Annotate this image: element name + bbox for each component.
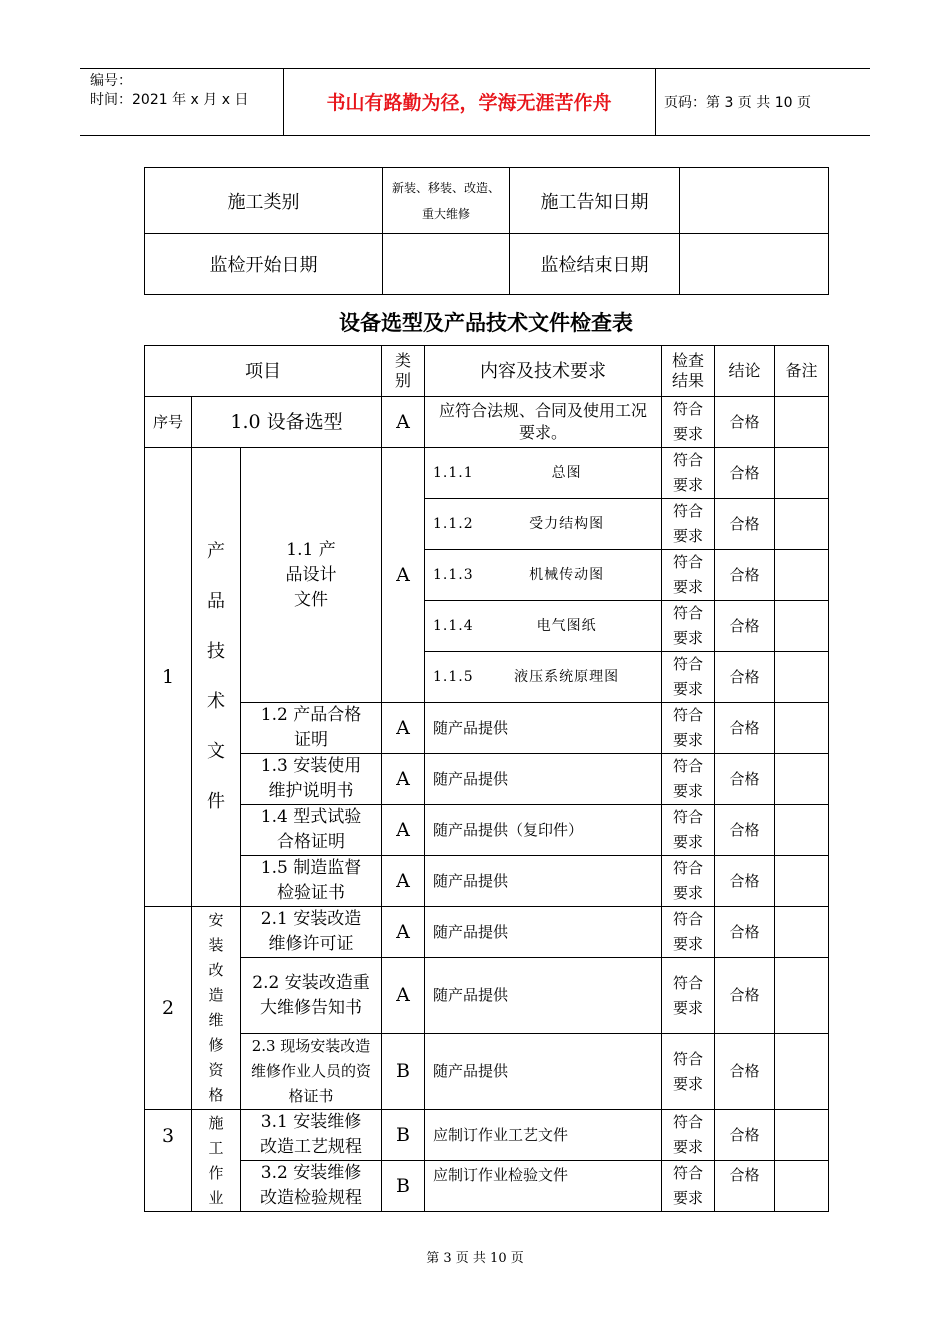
notice-date-value[interactable] — [680, 168, 829, 234]
category-cell: A — [382, 754, 425, 805]
item-cell: 2.3 现场安装改造维修作业人员的资格证书 — [241, 1034, 382, 1110]
table-row — [145, 856, 829, 907]
table-row — [145, 754, 829, 805]
seq-label: 序号 — [145, 397, 192, 448]
result-cell: 符合要求 — [662, 1110, 715, 1161]
remarks-cell[interactable] — [775, 1110, 829, 1161]
sub-item-cell — [425, 448, 662, 499]
page-footer: 第 3 页 共 10 页 — [426, 1251, 524, 1266]
conclusion-cell: 合格 — [715, 958, 775, 1034]
result-cell: 符合要求 — [662, 754, 715, 805]
group-name: 施工作业 — [192, 1110, 241, 1212]
item-cell: 3.1 安装维修改造工艺规程 — [241, 1110, 382, 1161]
sub-item-code: 1.1.3 — [433, 566, 474, 583]
sub-item-code: 1.1.1 — [433, 464, 474, 481]
remarks-cell[interactable] — [775, 805, 829, 856]
construction-info-table — [144, 167, 829, 295]
inspection-table — [144, 345, 829, 1212]
content-cell: 随产品提供 — [425, 856, 662, 907]
result-cell: 符合要求 — [662, 958, 715, 1034]
conclusion-cell: 合格 — [715, 907, 775, 958]
conclusion-cell: 合格 — [715, 1161, 775, 1212]
conclusion-cell: 合格 — [715, 1034, 775, 1110]
item-cell: 1.1 产品设计文件 — [241, 448, 382, 703]
table-row — [145, 907, 829, 958]
remarks-cell[interactable] — [775, 448, 829, 499]
result-cell: 符合要求 — [662, 601, 715, 652]
remarks-cell[interactable] — [775, 856, 829, 907]
item-cell: 3.2 安装维修改造检验规程 — [241, 1161, 382, 1212]
sub-item-name: 液压系统原理图 — [514, 668, 620, 685]
category-cell: A — [382, 448, 425, 703]
category-cell: A — [382, 958, 425, 1034]
document-title: 设备选型及产品技术文件检查表 — [339, 311, 633, 335]
result-cell: 符合要求 — [662, 907, 715, 958]
col-header-content: 内容及技术要求 — [425, 346, 662, 397]
col-header-remarks: 备注 — [775, 346, 829, 397]
group-seq: 3 — [145, 1110, 192, 1212]
category-cell: A — [382, 805, 425, 856]
content-cell: 随产品提供 — [425, 958, 662, 1034]
col-header-item: 项目 — [145, 346, 382, 397]
col-header-category: 类别 — [382, 346, 425, 397]
remarks-cell[interactable] — [775, 907, 829, 958]
result-cell: 符合要求 — [662, 448, 715, 499]
conclusion-cell: 合格 — [715, 805, 775, 856]
remarks-cell[interactable] — [775, 703, 829, 754]
header-date-label: 时间：2021 年 x 月 x 日 — [90, 92, 249, 108]
result-cell: 符合要求 — [662, 550, 715, 601]
category-cell: B — [382, 1161, 425, 1212]
content-cell: 应制订作业检验文件 — [425, 1161, 662, 1212]
result-cell: 符合要求 — [662, 805, 715, 856]
category-cell: B — [382, 1110, 425, 1161]
result-cell: 符合要求 — [662, 856, 715, 907]
table-row — [145, 1161, 829, 1212]
conclusion-cell: 合格 — [715, 499, 775, 550]
group-seq: 2 — [145, 907, 192, 1110]
content-cell: 随产品提供 — [425, 754, 662, 805]
sub-item-cell — [425, 652, 662, 703]
result-cell: 符合要求 — [662, 652, 715, 703]
table-row — [145, 805, 829, 856]
col-header-check-result: 检查结果 — [662, 346, 715, 397]
col-header-conclusion: 结论 — [715, 346, 775, 397]
remarks-cell[interactable] — [775, 499, 829, 550]
header-number-label: 编号： — [90, 73, 132, 89]
table-row — [145, 958, 829, 1034]
content-cell: 随产品提供（复印件） — [425, 805, 662, 856]
end-date-value[interactable] — [680, 234, 829, 295]
remarks-cell[interactable] — [775, 601, 829, 652]
result-cell: 符合要求 — [662, 397, 715, 448]
conclusion-cell: 合格 — [715, 652, 775, 703]
item-cell: 1.4 型式试验合格证明 — [241, 805, 382, 856]
content-cell: 应符合法规、合同及使用工况要求。 — [425, 397, 662, 448]
item-cell: 1.3 安装使用维护说明书 — [241, 754, 382, 805]
category-cell: A — [382, 907, 425, 958]
group-name: 安装改造维修资格 — [192, 907, 241, 1110]
header-divider — [655, 68, 656, 135]
item-cell: 1.2 产品合格证明 — [241, 703, 382, 754]
remarks-cell[interactable] — [775, 550, 829, 601]
remarks-cell[interactable] — [775, 1161, 829, 1212]
table-row — [145, 397, 829, 448]
conclusion-cell: 合格 — [715, 1110, 775, 1161]
remarks-cell[interactable] — [775, 652, 829, 703]
header-page-indicator: 页码：第 3 页 共 10 页 — [664, 95, 811, 111]
remarks-cell[interactable] — [775, 1034, 829, 1110]
notice-date-label: 施工告知日期 — [510, 168, 680, 234]
header-bottom-rule — [80, 135, 870, 136]
category-cell: A — [382, 703, 425, 754]
item-cell: 1.0 设备选型 — [192, 397, 382, 448]
group-name: 产品技术文件 — [192, 448, 241, 907]
result-cell: 符合要求 — [662, 1161, 715, 1212]
table-row — [145, 1110, 829, 1161]
content-cell: 应制订作业工艺文件 — [425, 1110, 662, 1161]
header-motto: 书山有路勤为径，学海无涯苦作舟 — [326, 92, 612, 114]
conclusion-cell: 合格 — [715, 703, 775, 754]
construction-type-value: 新装、移装、改造、重大维修 — [383, 168, 510, 234]
content-cell: 随产品提供 — [425, 907, 662, 958]
construction-type-label: 施工类别 — [145, 168, 383, 234]
conclusion-cell: 合格 — [715, 856, 775, 907]
content-cell: 随产品提供 — [425, 1034, 662, 1110]
table-row — [145, 703, 829, 754]
category-cell: A — [382, 397, 425, 448]
sub-item-name: 受力结构图 — [529, 515, 605, 532]
item-cell: 2.2 安装改造重大维修告知书 — [241, 958, 382, 1034]
table-row — [145, 1034, 829, 1110]
category-cell: A — [382, 856, 425, 907]
conclusion-cell: 合格 — [715, 550, 775, 601]
sub-item-cell — [425, 550, 662, 601]
conclusion-cell: 合格 — [715, 448, 775, 499]
sub-item-code: 1.1.4 — [433, 617, 474, 634]
sub-item-cell — [425, 499, 662, 550]
conclusion-cell: 合格 — [715, 754, 775, 805]
sub-item-name: 电气图纸 — [536, 617, 597, 634]
conclusion-cell: 合格 — [715, 397, 775, 448]
table-row — [145, 448, 829, 499]
sub-item-name: 总图 — [551, 464, 582, 481]
remarks-cell[interactable] — [775, 754, 829, 805]
item-cell: 2.1 安装改造维修许可证 — [241, 907, 382, 958]
sub-item-code: 1.1.5 — [433, 668, 474, 685]
result-cell: 符合要求 — [662, 703, 715, 754]
start-date-value[interactable] — [383, 234, 510, 295]
item-cell: 1.5 制造监督检验证书 — [241, 856, 382, 907]
category-cell: B — [382, 1034, 425, 1110]
content-cell: 随产品提供 — [425, 703, 662, 754]
result-cell: 符合要求 — [662, 1034, 715, 1110]
result-cell: 符合要求 — [662, 499, 715, 550]
sub-item-name: 机械传动图 — [529, 566, 605, 583]
sub-item-cell — [425, 601, 662, 652]
group-seq: 1 — [145, 448, 192, 907]
start-date-label: 监检开始日期 — [145, 234, 383, 295]
table-header-row — [145, 346, 829, 397]
sub-item-code: 1.1.2 — [433, 515, 474, 532]
conclusion-cell: 合格 — [715, 601, 775, 652]
remarks-cell[interactable] — [775, 397, 829, 448]
remarks-cell[interactable] — [775, 958, 829, 1034]
end-date-label: 监检结束日期 — [510, 234, 680, 295]
